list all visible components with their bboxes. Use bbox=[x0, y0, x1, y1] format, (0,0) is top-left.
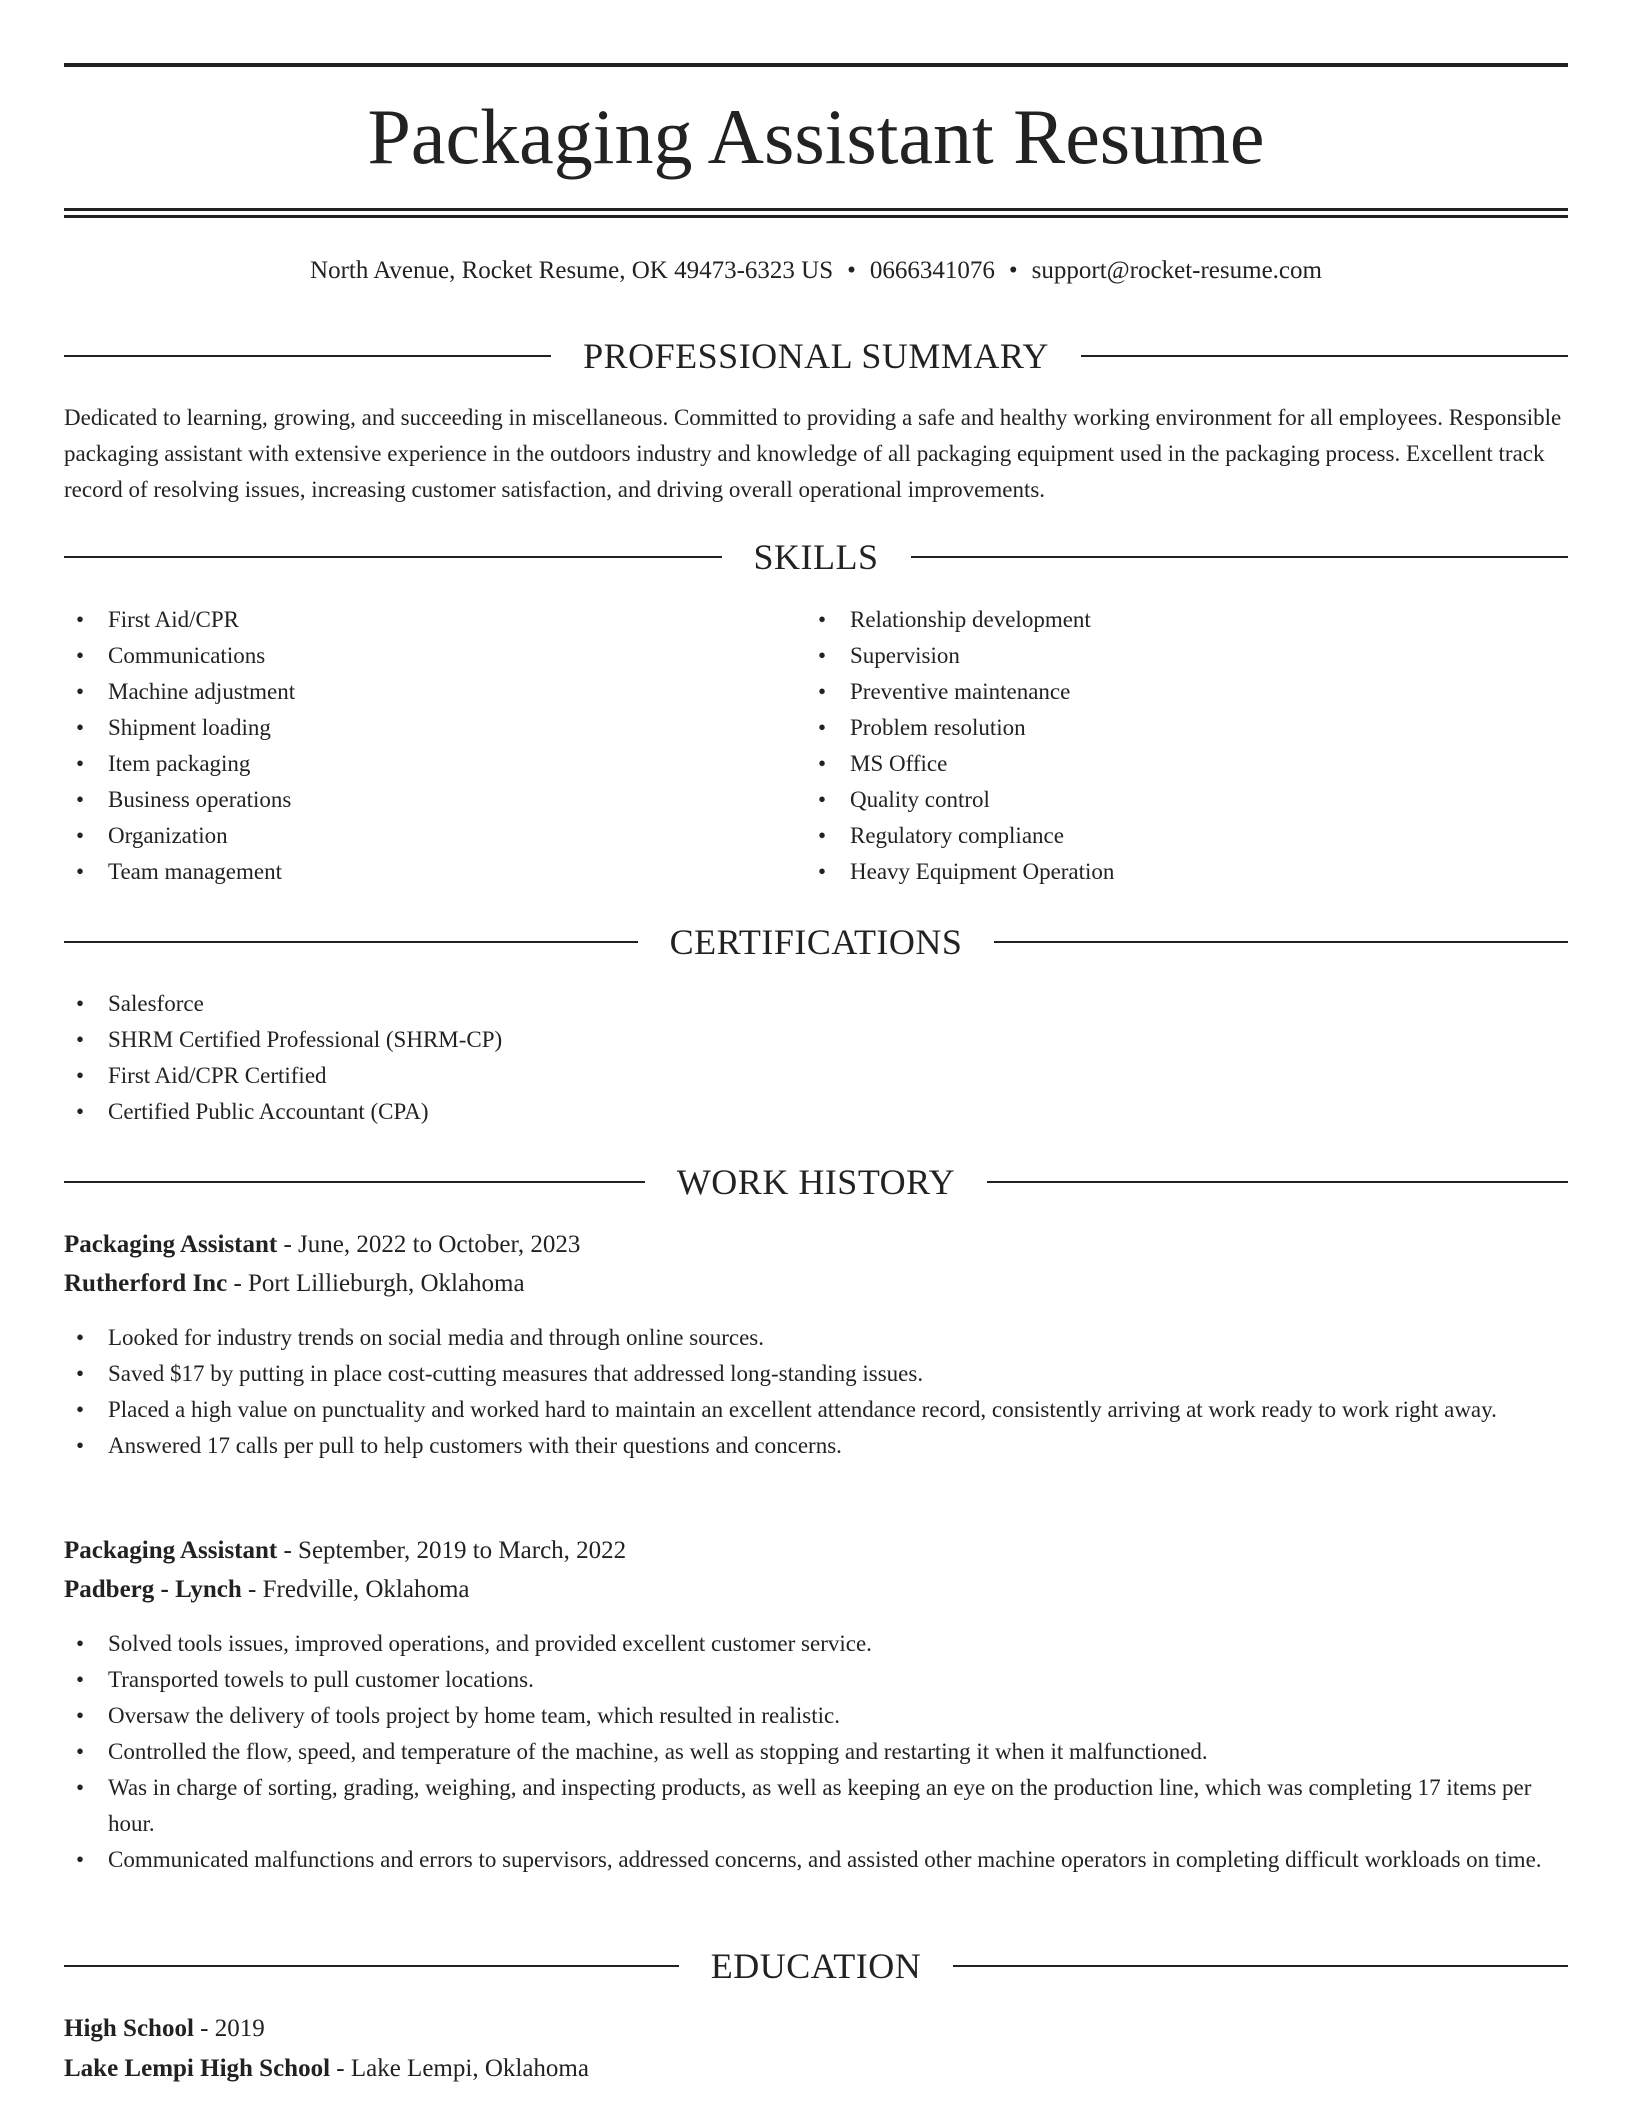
list-item: • Looked for industry trends on social media and through online sources. bbox=[64, 1320, 1568, 1356]
education-heading bbox=[64, 1944, 1568, 1988]
list-item: • Organization bbox=[64, 818, 804, 854]
divider-line bbox=[987, 1181, 1568, 1183]
job-company-line bbox=[64, 1265, 1568, 1303]
contact-phone: 0666341076 bbox=[869, 257, 995, 284]
list-item: • First Aid/CPR Certified bbox=[64, 1058, 1568, 1094]
job-title: Packaging Assistant bbox=[64, 1537, 278, 1564]
list-item: • Salesforce bbox=[64, 986, 1568, 1022]
contact-email: support@rocket-resume.com bbox=[1031, 257, 1322, 284]
list-item: • Quality control bbox=[806, 782, 1546, 818]
education-location: - Lake Lempi, Oklahoma bbox=[330, 2055, 589, 2082]
divider-line bbox=[64, 355, 551, 357]
section-title: SKILLS bbox=[753, 537, 879, 577]
work-history-heading bbox=[64, 1160, 1568, 1204]
list-item: • Machine adjustment bbox=[64, 674, 804, 710]
list-item: • Item packaging bbox=[64, 746, 804, 782]
list-item: • Transported towels to pull customer locations. bbox=[64, 1662, 1568, 1698]
list-item: • Communicated malfunctions and errors to supervisors, addressed concerns, and assisted other machine operators in completing difficult workloads on time. bbox=[64, 1842, 1568, 1878]
list-item: • Placed a high value on punctuality and worked hard to maintain an excellent attendance record, consistently arriving at work ready to work right away. bbox=[64, 1392, 1568, 1428]
resume-title: Packaging Assistant Resume bbox=[367, 93, 1265, 180]
title-double-rule bbox=[64, 208, 1568, 218]
list-item: • Solved tools issues, improved operations, and provided excellent customer service. bbox=[64, 1626, 1568, 1662]
skills-heading bbox=[64, 535, 1568, 579]
divider-line bbox=[64, 556, 722, 558]
divider-line bbox=[64, 1181, 645, 1183]
job-location: - Fredville, Oklahoma bbox=[241, 1576, 470, 1603]
list-item: • Heavy Equipment Operation bbox=[806, 854, 1546, 890]
divider-line bbox=[911, 556, 1569, 558]
divider-line bbox=[1081, 355, 1568, 357]
contact-separator: • bbox=[1008, 257, 1018, 284]
list-item: • Team management bbox=[64, 854, 804, 890]
list-item: • Controlled the flow, speed, and temperature of the machine, as well as stopping and restarting it when it malfunctioned. bbox=[64, 1734, 1568, 1770]
list-item: • Communications bbox=[64, 638, 804, 674]
skills-list-left bbox=[64, 602, 804, 890]
list-item: • Oversaw the delivery of tools project by home team, which resulted in realistic. bbox=[64, 1698, 1568, 1734]
list-item: • SHRM Certified Professional (SHRM-CP) bbox=[64, 1022, 1568, 1058]
list-item: • Saved $17 by putting in place cost-cutting measures that addressed long-standing issues. bbox=[64, 1356, 1568, 1392]
job-company: Rutherford Inc bbox=[64, 1270, 228, 1297]
education-degree: High School bbox=[64, 2015, 194, 2042]
divider-line bbox=[64, 941, 638, 943]
list-item: • Relationship development bbox=[806, 602, 1546, 638]
job-title-line bbox=[64, 1226, 1568, 1264]
summary-heading bbox=[64, 334, 1568, 378]
education-year: - 2019 bbox=[193, 2015, 265, 2042]
contact-separator: • bbox=[847, 257, 856, 284]
section-title: WORK HISTORY bbox=[676, 1162, 956, 1202]
education-school-line bbox=[64, 2050, 1568, 2088]
summary-text: Dedicated to learning, growing, and succeeding in miscellaneous. Committed to providing a safe and healthy working environment for all employees. Responsible packaging assistant with extensive experience in the outdoors industry and knowledge of all packaging equipment used in the packaging process. Excellent track record of resolving issues, increasing customer satisfaction, and driving overall operational improvements. bbox=[64, 405, 1562, 502]
section-title: CERTIFICATIONS bbox=[669, 922, 963, 962]
list-item: • Business operations bbox=[64, 782, 804, 818]
list-item: • Shipment loading bbox=[64, 710, 804, 746]
list-item: • Supervision bbox=[806, 638, 1546, 674]
job-dates: - June, 2022 to October, 2023 bbox=[277, 1231, 581, 1258]
job-title: Packaging Assistant bbox=[64, 1231, 278, 1258]
list-item: • Preventive maintenance bbox=[806, 674, 1546, 710]
section-title: PROFESSIONAL SUMMARY bbox=[583, 336, 1049, 376]
contact-address: North Avenue, Rocket Resume, OK 49473-6323 US bbox=[310, 257, 834, 284]
job-duties-list bbox=[64, 1626, 1568, 1878]
divider-line bbox=[953, 1965, 1568, 1967]
job-title-line bbox=[64, 1532, 1568, 1570]
top-rule bbox=[64, 63, 1568, 67]
divider-line bbox=[994, 941, 1568, 943]
list-item: • Was in charge of sorting, grading, weighing, and inspecting products, as well as keeping an eye on the production line, which was completing 17 items per hour. bbox=[64, 1770, 1568, 1842]
education-school: Lake Lempi High School bbox=[64, 2055, 331, 2082]
job-location: - Port Lillieburgh, Oklahoma bbox=[227, 1270, 525, 1297]
certifications-list bbox=[64, 986, 1568, 1130]
certifications-heading bbox=[64, 920, 1568, 964]
job-company: Padberg - Lynch bbox=[64, 1576, 242, 1603]
list-item: • Certified Public Accountant (CPA) bbox=[64, 1094, 1568, 1130]
list-item: • Problem resolution bbox=[806, 710, 1546, 746]
job-dates: - September, 2019 to March, 2022 bbox=[277, 1537, 627, 1564]
skills-list-right bbox=[806, 602, 1546, 890]
section-title: EDUCATION bbox=[710, 1946, 922, 1986]
contact-line bbox=[64, 254, 1568, 288]
list-item: • Regulatory compliance bbox=[806, 818, 1546, 854]
list-item: • First Aid/CPR bbox=[64, 602, 804, 638]
job-duties-list bbox=[64, 1320, 1568, 1464]
job-company-line bbox=[64, 1571, 1568, 1609]
list-item: • Answered 17 calls per pull to help customers with their questions and concerns. bbox=[64, 1428, 1568, 1464]
education-degree-line bbox=[64, 2010, 1568, 2048]
divider-line bbox=[64, 1965, 679, 1967]
list-item: • MS Office bbox=[806, 746, 1546, 782]
